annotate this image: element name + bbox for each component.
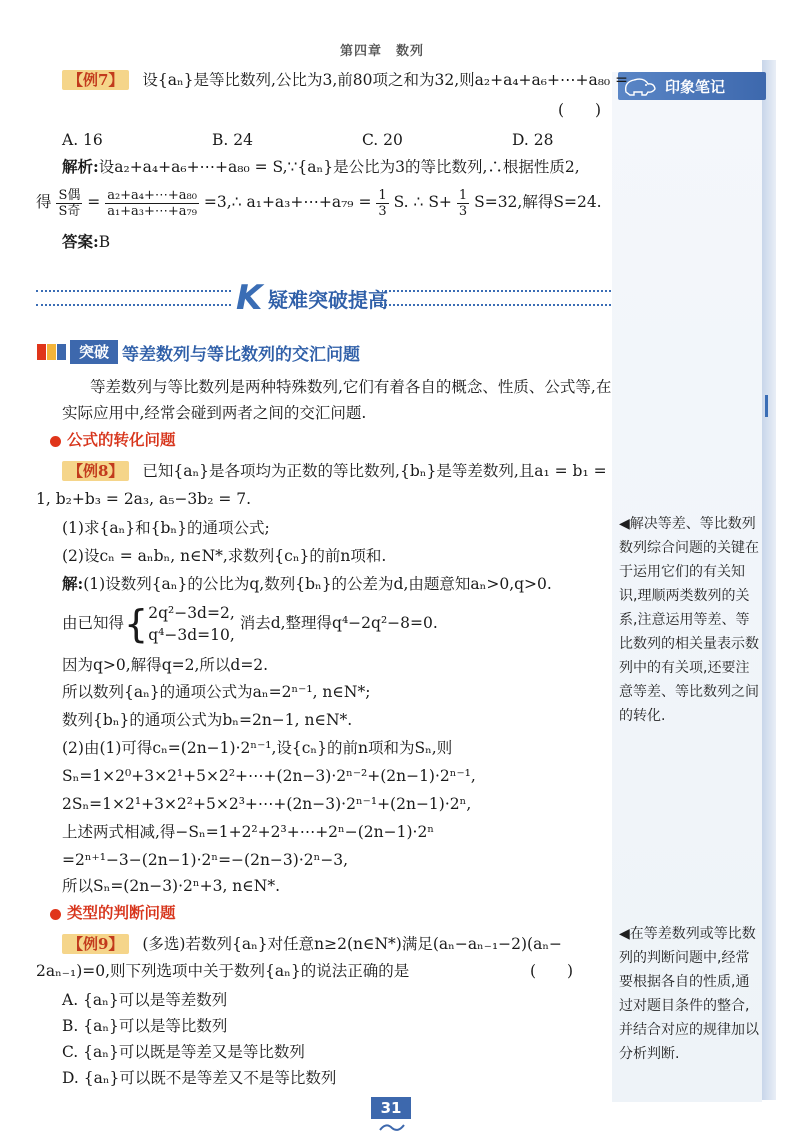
example-7-option-a: A. 16 [62, 131, 103, 149]
example-7-solution-line-1: 解析:设a₂+a₄+a₆+⋯+a₈₀ = S,∵{aₙ}是公比为3的等比数列,∴根据性质2, [62, 157, 580, 176]
example-8-solution-line-9: 上述两式相减,得−Sₙ=1+2²+2³+⋯+2ⁿ−(2n−1)·2ⁿ [62, 823, 435, 841]
section-k-logo: K [236, 278, 263, 318]
section-title: 疑难突破提高 [268, 288, 388, 312]
example-8-question-1: (1)求{aₙ}和{bₙ}的通项公式; [62, 519, 270, 537]
example-8-solution-line-10: =2ⁿ⁺¹−3−(2n−1)·2ⁿ=−(2n−3)·2ⁿ−3, [62, 851, 349, 869]
example-9-stem-line-2: 2aₙ₋₁)=0,则下列选项中关于数列{aₙ}的说法正确的是 [36, 962, 410, 980]
example-8-question-2: (2)设cₙ = aₙbₙ, n∈N*,求数列{cₙ}的前n项和. [62, 547, 387, 565]
book-icon [36, 342, 68, 362]
example-8-system: 由已知得{ 2q²−3d=2, q⁴−3d=10, 消去d,整理得q⁴−2q²−8=0. [62, 602, 438, 646]
example-9-answer-blank: ( ) [530, 962, 574, 980]
example-7-answer-blank: ( ) [558, 101, 602, 119]
example-9-option-d: D. {aₙ}可以既不是等差又不是等比数列 [62, 1069, 337, 1087]
example-7-option-d: D. 28 [512, 131, 554, 149]
side-note-1: ◀解决等差、等比数列数列综合问题的关键在于运用它们的有关知识,理顺两类数列的关系,注意运用等差、等比数列的相关量表示数列中的有关项,还要注意等差、等比数列之间的转化. [619, 516, 759, 724]
example-8-solution-line-4: 所以数列{aₙ}的通项公式为aₙ=2ⁿ⁻¹, n∈N*; [62, 683, 371, 701]
notes-title: 印象笔记 [665, 78, 726, 96]
bullet-icon [50, 909, 61, 920]
intro-line-1: 等差数列与等比数列是两种特殊数列,它们有着各自的概念、性质、公式等,在 [90, 378, 612, 396]
example-8-solution-line-7: Sₙ=1×2⁰+3×2¹+5×2²+⋯+(2n−3)·2ⁿ⁻²+(2n−1)·2ⁿ⁻¹, [62, 767, 476, 785]
example-7-tag: 【例7】 [62, 70, 129, 90]
example-9-option-a: A. {aₙ}可以是等差数列 [62, 991, 228, 1009]
topic-formula-conversion: 公式的转化问题 [50, 430, 176, 450]
example-8-solution-line-6: (2)由(1)可得cₙ=(2n−1)·2ⁿ⁻¹,设{cₙ}的前n项和为Sₙ,则 [62, 739, 453, 757]
example-9-option-b: B. {aₙ}可以是等比数列 [62, 1017, 228, 1035]
example-8-stem-line-2: 1, b₂+b₃ = 2a₃, a₅−3b₂ = 7. [36, 490, 252, 508]
example-9-tag: 【例9】 [62, 934, 129, 954]
fraction-even-terms-over-odd-terms: $\frac{\text{a₂+a₄+⋯+a₈₀}}{\text{a₁+a₃+⋯+a₇₉}}$ [107, 187, 197, 219]
example-7-solution-line-2: 得 $\frac{\text{S偶}}{\text{S奇}}$ = $\frac{\text{a₂+a₄+⋯+a₈₀}}{\text{a₁+a₃+⋯+a₇₉}}$ =3,∴ a₁+a₃+⋯+a₇₉ = $\frac{1}{3}$ S. ∴ S+ $\frac{1}{3}$ S=32,解得S=24. [36, 187, 602, 219]
bullet-icon [50, 436, 61, 447]
topic-type-judgment: 类型的判断问题 [50, 903, 176, 923]
example-8-solution-line-5: 数列{bₙ}的通项公式为bₙ=2n−1, n∈N*. [62, 711, 353, 729]
page-edge [762, 60, 776, 1100]
side-note-2: ◀在等差数列或等比数列的判断问题中,经常要根据各自的性质,通过对题目条件的整合,并结合对应的规律加以分析判断. [619, 926, 759, 1062]
example-9-stem-line-1: 【例9】 (多选)若数列{aₙ}对任意n≥2(n∈N*)满足(aₙ−aₙ₋₁−2)(aₙ− [62, 934, 562, 954]
chapter-header: 第四章 数列 [340, 44, 425, 59]
example-8-stem-line-1: 【例8】 已知{aₙ}是各项均为正数的等比数列,{bₙ}是等差数列,且a₁ = b₁ = [62, 461, 607, 481]
intro-line-2: 实际应用中,经常会碰到两者之间的交汇问题. [62, 404, 367, 422]
example-8-solution-line-11: 所以Sₙ=(2n−3)·2ⁿ+3, n∈N*. [62, 877, 280, 895]
example-8-solution-line-3: 因为q>0,解得q=2,所以d=2. [62, 656, 269, 674]
fraction-one-third-a: $\frac{1}{3}$ [378, 187, 387, 219]
example-7-option-b: B. 24 [212, 131, 253, 149]
edge-marker [765, 395, 768, 417]
example-7-option-c: C. 20 [362, 131, 403, 149]
swirl-icon [378, 1120, 406, 1134]
page-number: 31 [371, 1097, 411, 1119]
breakthrough-label: 突破 [70, 340, 118, 364]
example-8-solution-line-8: 2Sₙ=1×2¹+3×2²+5×2³+⋯+(2n−3)·2ⁿ⁻¹+(2n−1)·2ⁿ, [62, 795, 472, 813]
breakthrough-title: 等差数列与等比数列的交汇问题 [122, 345, 360, 365]
example-9-option-c: C. {aₙ}可以既是等差又是等比数列 [62, 1043, 305, 1061]
example-7-answer: 答案:B [62, 232, 111, 251]
example-8-tag: 【例8】 [62, 461, 129, 481]
fraction-one-third-b: $\frac{1}{3}$ [458, 187, 468, 219]
example-8-solution-line-1: 解:(1)设数列{aₙ}的公比为q,数列{bₙ}的公差为d,由题意知aₙ>0,q>0. [62, 574, 552, 593]
fraction-s-even-over-s-odd: $\frac{\text{S偶}}{\text{S奇}}$ [58, 187, 81, 219]
example-7-stem: 【例7】 设{aₙ}是等比数列,公比为3,前80项之和为32,则a₂+a₄+a₆+⋯+a₈₀ = [62, 70, 628, 90]
